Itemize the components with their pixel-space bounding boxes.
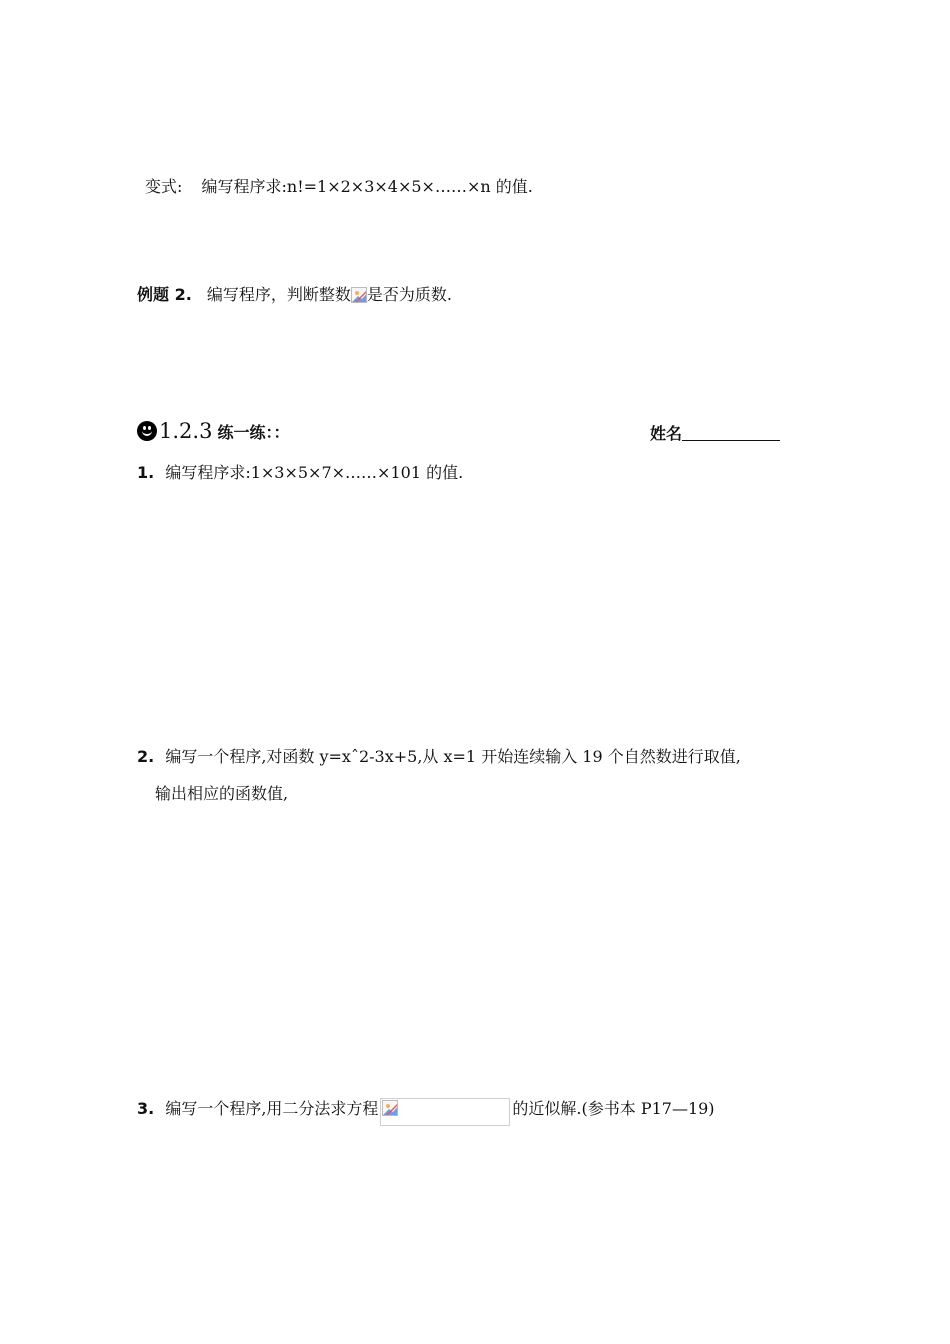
image-placeholder-icon xyxy=(382,1100,398,1116)
variant-line xyxy=(145,176,533,198)
name-blank xyxy=(682,424,780,441)
question-1 xyxy=(137,462,463,484)
variant-text: 编写程序求:n!=1×2×3×4×5×……×n 的值. xyxy=(201,177,533,196)
name-label: 姓名 xyxy=(650,424,683,443)
question-3-text-after: 的近似解.(参书本 P17—19) xyxy=(512,1099,715,1118)
name-field xyxy=(650,423,780,445)
question-3 xyxy=(137,1098,715,1126)
question-1-text: 编写程序求:1×3×5×7×……×101 的值. xyxy=(165,463,464,482)
practice-title: 练一练：： xyxy=(217,423,290,442)
example2-line xyxy=(137,284,452,306)
variant-label: 变式: xyxy=(145,177,183,196)
question-2-line2: 输出相应的函数值, xyxy=(155,784,289,803)
question-3-text-before: 编写一个程序,用二分法求方程 xyxy=(165,1099,379,1118)
question-3-number: 3. xyxy=(137,1099,155,1118)
practice-heading xyxy=(137,418,290,446)
question-2-number: 2. xyxy=(137,747,155,766)
smiley-icon xyxy=(137,421,157,441)
question-1-number: 1. xyxy=(137,463,155,482)
question-2-continuation xyxy=(155,783,288,805)
example2-text-before: 编写程序，判断整数 xyxy=(206,285,351,304)
example2-text-after: 是否为质数. xyxy=(366,285,452,304)
question-2-line1: 编写一个程序,对函数 y=xˆ2-3x+5,从 x=1 开始连续输入 19 个自然数进行取值, xyxy=(165,747,741,766)
image-placeholder-icon xyxy=(351,287,367,303)
practice-number: 1.2.3 xyxy=(159,419,213,443)
equation-image-box xyxy=(380,1098,510,1126)
example2-label: 例题 2. xyxy=(137,285,192,304)
question-2 xyxy=(137,746,741,768)
